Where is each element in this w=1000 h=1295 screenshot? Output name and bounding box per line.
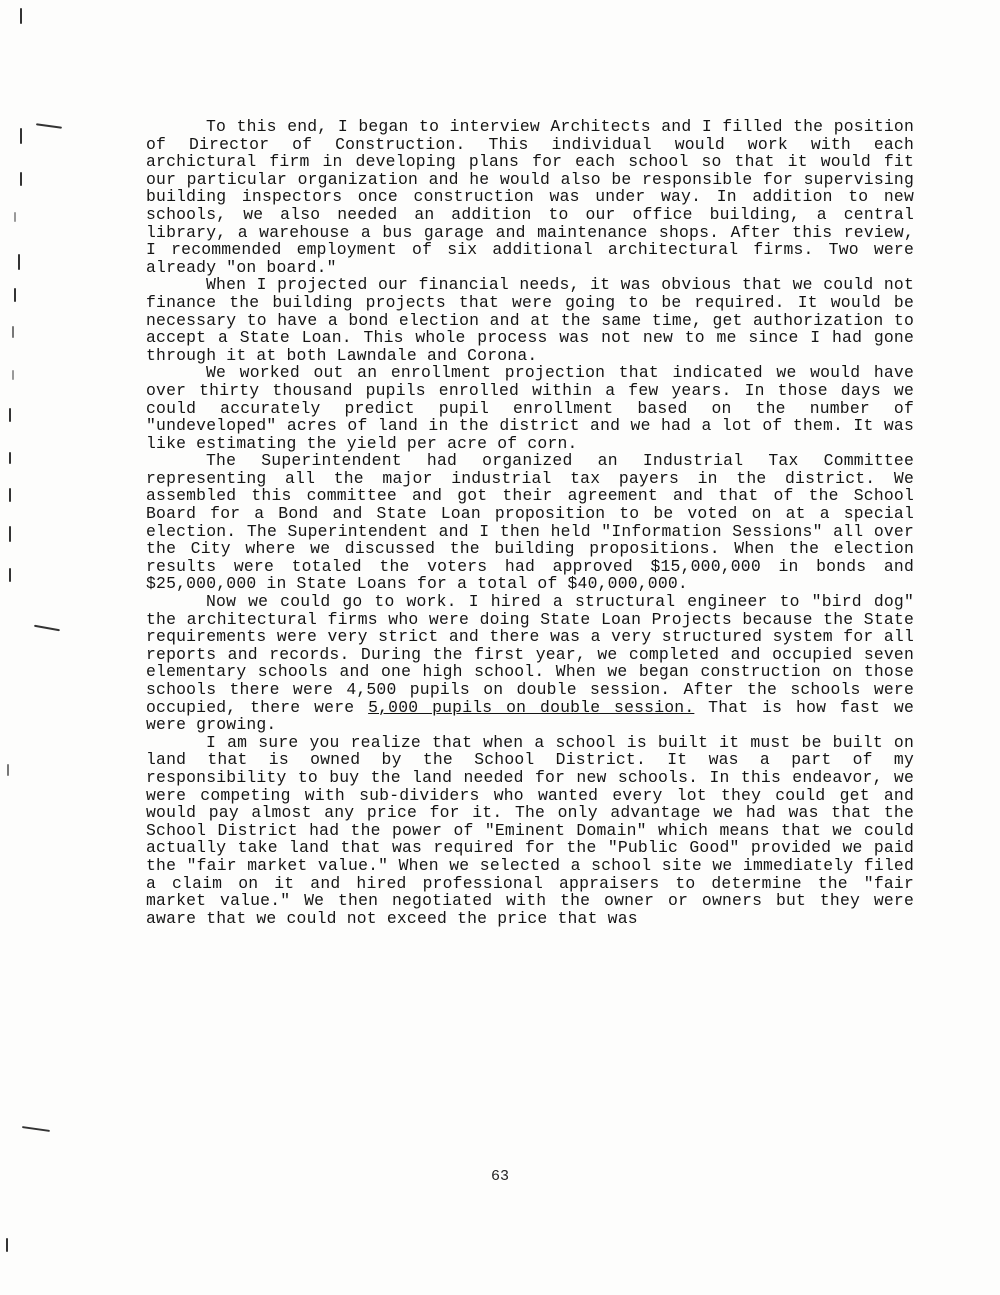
scan-margin-mark — [12, 326, 14, 338]
paragraph-land-acquisition: I am sure you realize that when a school is built it must be built on land that is owned by the School District. It was a part of my responsibility to buy the land needed for new schools. In this endeavor, we were competing with sub-dividers who wanted every lot they could get and would pay almost any price for it. The only advantage we had was that the School District had the power of "Eminent Domain" which means that we could actually take land that was required for the "Public Good" provided we paid the "fair market value." When we selected a school site we immediately filed a claim on it and hired professional appraisers to determine the "fair market value." We then negotiated with the owner or owners but they were aware that we could not exceed the price that was — [146, 732, 914, 928]
scan-margin-mark — [20, 8, 22, 24]
paragraph-bond-election: The Superintendent had organized an Industrial Tax Committee representing all the major industrial tax payers in the district. We assembled this committee and got their agreement and that of the School Board for a Bond and State Loan proposition to be voted on at a special election. The Superintendent and I then held "Information Sessions" all over the City where we discussed the building propositions. When the election results were totaled the voters had approved $15,000,000 in bonds and $25,000,000 in State Loans for a total of $40,000,000. — [146, 451, 914, 594]
scan-margin-mark — [36, 123, 62, 128]
scan-margin-mark — [6, 1238, 8, 1252]
scan-margin-mark — [14, 288, 16, 302]
paragraph-construction-progress — [146, 593, 914, 734]
paragraph-financial-needs: When I projected our financial needs, it was obvious that we could not finance the building projects that were going to be required. It would be necessary to have a bond election and at the same time, get authorization to accept a State Loan. This whole process was not new to me since I had gone through it at both Lawndale and Corona. — [146, 275, 914, 365]
scan-margin-mark — [9, 526, 11, 542]
scan-margin-mark — [18, 254, 20, 270]
paragraph-architects: To this end, I began to interview Architects and I filled the position of Director of Construction. This individual would work with each archictural firm in developing plans for each school so that it would fit our particular organization and he would also be responsible for supervising building inspectors once construction was under way. In addition to new schools, we also needed an addition to our office building, a central library, a warehouse a bus garage and maintenance shops. After this review, I recommended employment of six additional architectural firms. Two were already "on board." — [146, 117, 914, 277]
underlined-emphasis: 5,000 pupils on double session. — [368, 697, 695, 717]
body-text — [146, 118, 914, 927]
scan-margin-mark — [9, 568, 11, 582]
scan-margin-mark — [7, 764, 9, 776]
scan-margin-mark — [12, 370, 14, 380]
scan-margin-mark — [20, 128, 22, 144]
scan-margin-mark — [9, 452, 11, 464]
scan-margin-mark — [9, 408, 11, 422]
scan-margin-mark — [20, 172, 22, 186]
scan-margin-mark — [34, 625, 60, 631]
paragraph-text: That is how fast we were growing. — [146, 697, 914, 735]
scan-margin-mark — [22, 1126, 50, 1131]
scan-margin-mark — [14, 212, 16, 222]
paragraph-text: Now we could go to work. I hired a structural engineer to "bird dog" the architectural firms who were doing State Loan Projects because the State requirements were very strict and there was a very structured system for all reports and records. During the first year, we completed and occupied seven elementary schools and one high school. When we began construction on those schools there were 4,500 pupils on double session. After the schools were occupied, there were — [146, 592, 914, 717]
page-number: 63 — [490, 1168, 509, 1185]
scan-margin-mark — [9, 488, 11, 502]
paragraph-enrollment-projection: We worked out an enrollment projection that indicated we would have over thirty thousand pupils enrolled within a few years. In those days we could accurately predict pupil enrollment based on the number of "undeveloped" acres of land in the district and we had a lot of them. It was like estimating the yield per acre of corn. — [146, 363, 914, 453]
